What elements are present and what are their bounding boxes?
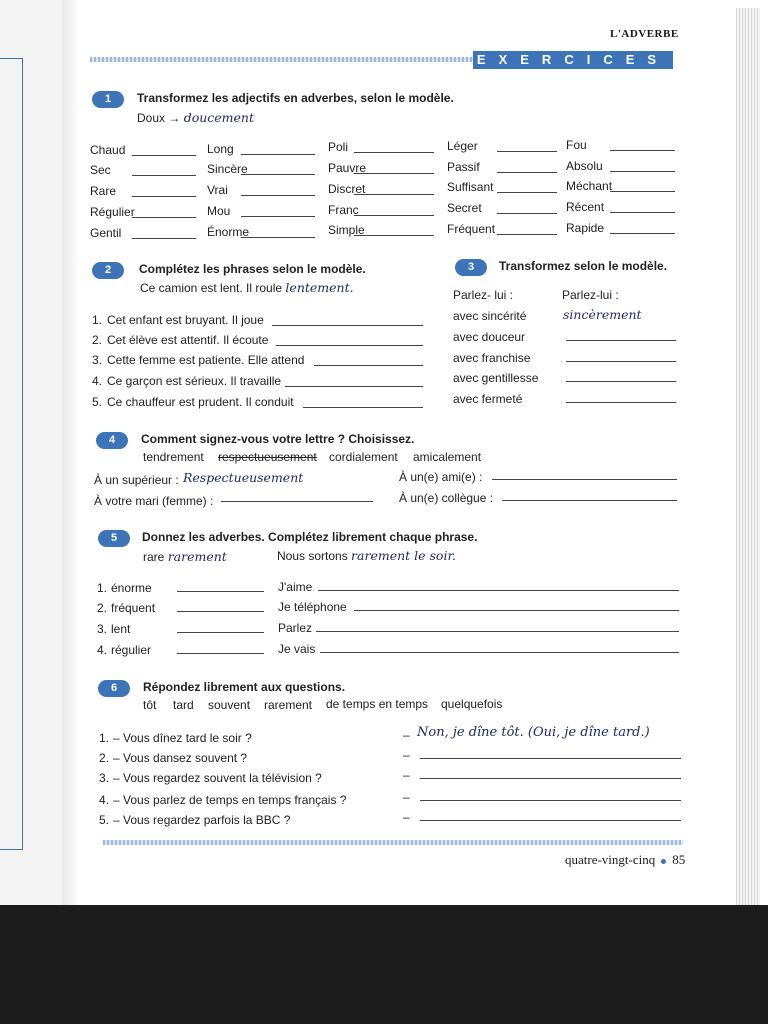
- exercise-6-choice-4: rarement: [264, 698, 313, 712]
- exercise-1-answer-blank[interactable]: [610, 171, 675, 172]
- exercise-1-answer-blank[interactable]: [354, 235, 434, 236]
- exercise-1-adjective: Régulier: [90, 205, 135, 219]
- exercise-6-question-text: – Vous regardez parfois la BBC ?: [113, 813, 291, 827]
- scan-background: [0, 905, 768, 1024]
- exercise-4-choice-3: cordialement: [329, 450, 398, 464]
- exercise-4-badge: 4: [96, 432, 128, 449]
- exercise-1-answer-blank[interactable]: [610, 212, 675, 213]
- exercise-1-model-word: Doux → doucement: [137, 110, 255, 125]
- exercise-1-answer-blank[interactable]: [132, 217, 196, 218]
- exercise-6-choice-6: quelquefois: [441, 697, 503, 711]
- exercise-5-item-number: 4.: [97, 643, 108, 657]
- exercise-6-choice-2: tard: [173, 698, 194, 712]
- exercise-5-item-number: 1.: [97, 581, 108, 595]
- exercise-6-question-number: 5.: [99, 813, 110, 827]
- exercise-5-sentence-blank[interactable]: [320, 652, 679, 653]
- exercise-2-item-text: Cette femme est patiente. Elle attend: [107, 353, 305, 367]
- exercise-5-sentence-blank[interactable]: [318, 590, 679, 591]
- exercise-6-answer-blank[interactable]: [420, 758, 681, 759]
- exercise-1-adjective: Suffisant: [447, 180, 494, 194]
- exercise-6-question-number: 1.: [99, 731, 110, 745]
- exercise-5-adverb-blank[interactable]: [177, 632, 264, 633]
- exercise-2-model: Ce camion est lent. Il roule lentement.: [140, 280, 354, 295]
- exercise-1-answer-blank[interactable]: [132, 155, 196, 156]
- exercise-1-answer-blank[interactable]: [354, 173, 434, 174]
- exercise-3-col2-header: Parlez-lui :: [562, 288, 619, 302]
- exercise-3-model-answer: sincèrement: [563, 307, 642, 322]
- exercise-5-item-phrase: Je téléphone: [278, 600, 347, 614]
- exercise-1-answer-blank[interactable]: [354, 152, 434, 153]
- exercise-5-item-phrase: Parlez: [278, 621, 313, 635]
- exercise-1-adjective: Énorme: [207, 225, 250, 239]
- exercise-3-model-left: avec sincérité: [453, 309, 527, 323]
- exercise-5-model-word: rare rarement: [143, 549, 227, 564]
- exercise-5-model-sentence: Nous sortons rarement le soir.: [277, 548, 457, 563]
- exercise-6-dash: –: [403, 790, 410, 804]
- exercise-6-question-text: – Vous parlez de temps en temps français ?: [113, 793, 347, 807]
- exercise-1-adjective: Long: [207, 142, 234, 156]
- exercise-6-choice-1: tôt: [143, 698, 157, 712]
- exercise-1-adjective: Léger: [447, 139, 478, 153]
- exercise-5-item-number: 3.: [97, 622, 108, 636]
- exercise-6-answer-blank[interactable]: [420, 800, 681, 801]
- exercise-3-item: avec gentillesse: [453, 371, 539, 385]
- exercise-1-answer-blank[interactable]: [497, 213, 557, 214]
- exercise-1-adjective: Rapide: [566, 221, 605, 235]
- exercise-4-choice-1: tendrement: [143, 450, 204, 464]
- exercise-6-dash: –: [403, 728, 410, 742]
- exercise-2-answer-blank[interactable]: [285, 386, 423, 387]
- exercise-1-adjective: Chaud: [90, 143, 126, 157]
- footer-dotted-band: [103, 840, 683, 845]
- exercise-6-badge: 6: [98, 680, 130, 697]
- exercise-4-instruction: Comment signez-vous votre lettre ? Choisissez.: [141, 432, 415, 446]
- exercise-3-badge: 3: [455, 259, 487, 276]
- left-page-frame: [0, 58, 23, 850]
- exercise-6-answer-blank[interactable]: [420, 778, 681, 779]
- exercise-3-answer-blank[interactable]: [566, 402, 676, 403]
- exercise-5-adverb-blank[interactable]: [177, 653, 264, 654]
- exercise-1-answer-blank[interactable]: [241, 195, 315, 196]
- exercise-1-adjective: Passif: [447, 160, 480, 174]
- exercise-4-choice-2: respectueusement: [218, 450, 317, 464]
- exercise-1-answer-blank[interactable]: [241, 237, 315, 238]
- exercise-1-adjective: Fou: [566, 138, 587, 152]
- exercise-5-item-number: 2.: [97, 601, 108, 615]
- exercise-3-answer-blank[interactable]: [566, 340, 676, 341]
- exercise-1-answer-blank[interactable]: [610, 191, 675, 192]
- exercise-5-item-word: fréquent: [111, 601, 156, 615]
- exercise-2-item-text: Cet élève est attentif. Il écoute: [107, 333, 269, 347]
- exercise-5-item-word: lent: [111, 622, 131, 636]
- exercise-1-answer-blank[interactable]: [354, 194, 434, 195]
- exercise-5-instruction: Donnez les adverbes. Complétez librement chaque phrase.: [142, 530, 478, 544]
- exercise-2-instruction: Complétez les phrases selon le modèle.: [139, 262, 366, 276]
- exercise-6-question-number: 4.: [99, 793, 110, 807]
- exercise-2-answer-blank[interactable]: [314, 365, 423, 366]
- exercise-1-answer-blank[interactable]: [241, 216, 315, 217]
- exercise-5-item-word: énorme: [111, 581, 152, 595]
- exercise-1-instruction: Transformez les adjectifs en adverbes, selon le modèle.: [137, 91, 454, 105]
- exercise-6-dash: –: [403, 768, 410, 782]
- exercise-2-item-number: 5.: [92, 395, 103, 409]
- exercise-2-item-number: 4.: [92, 374, 103, 388]
- exercise-1-adjective: Secret: [447, 201, 482, 215]
- exercise-1-adjective: Sincère: [207, 162, 248, 176]
- exercise-1-answer-blank[interactable]: [497, 151, 557, 152]
- exercise-1-adjective: Poli: [328, 140, 349, 154]
- exercise-4-ami-blank[interactable]: [492, 479, 677, 480]
- exercise-1-answer-blank[interactable]: [354, 215, 434, 216]
- exercise-3-answer-blank[interactable]: [566, 361, 676, 362]
- exercise-3-answer-blank[interactable]: [566, 381, 676, 382]
- exercise-5-adverb-blank[interactable]: [177, 611, 264, 612]
- exercise-2-item-text: Cet enfant est bruyant. Il joue: [107, 313, 264, 327]
- exercise-1-badge: 1: [92, 91, 124, 108]
- header-dotted-band: [90, 57, 473, 62]
- exercise-6-model-answer: Non, je dîne tôt. (Oui, je dîne tard.): [417, 725, 650, 740]
- exercise-3-item: avec franchise: [453, 351, 531, 365]
- exercise-1-adjective: Fréquent: [447, 222, 496, 236]
- exercise-4-collegue-blank[interactable]: [502, 500, 677, 501]
- exercise-4-superieur-label: À un supérieur :: [94, 473, 179, 487]
- exercise-1-answer-blank[interactable]: [132, 175, 196, 176]
- exercise-4-superieur-answer: Respectueusement: [183, 470, 304, 485]
- exercise-1-adjective: Simple: [328, 223, 365, 237]
- exercise-4-collegue-label: À un(e) collègue :: [399, 491, 494, 505]
- exercise-1-answer-blank[interactable]: [241, 154, 315, 155]
- exercise-2-item-text: Ce chauffeur est prudent. Il conduit: [107, 395, 294, 409]
- book-gutter: [62, 0, 80, 905]
- exercise-6-instruction: Répondez librement aux questions.: [143, 680, 346, 694]
- exercise-1-adjective: Récent: [566, 200, 605, 214]
- exercise-1-answer-blank[interactable]: [497, 234, 557, 235]
- exercise-6-choice-5: de temps en temps: [326, 697, 429, 711]
- exercise-2-badge: 2: [92, 262, 124, 279]
- exercise-1-adjective: Franc: [328, 203, 359, 217]
- exercise-1-adjective: Vrai: [207, 183, 228, 197]
- exercise-2-item-number: 3.: [92, 353, 103, 367]
- exercise-1-answer-blank[interactable]: [610, 150, 675, 151]
- exercise-5-item-word: régulier: [111, 643, 152, 657]
- exercise-2-item-number: 1.: [92, 313, 103, 327]
- exercise-1-answer-blank[interactable]: [610, 233, 675, 234]
- page-footer: [565, 852, 685, 868]
- exercise-1-adjective: Pauvre: [328, 161, 367, 175]
- exercise-2-item-text: Ce garçon est sérieux. Il travaille: [107, 374, 282, 388]
- exercise-1-answer-blank[interactable]: [132, 238, 196, 239]
- chapter-title: L'ADVERBE: [610, 28, 679, 40]
- exercise-6-answer-blank[interactable]: [420, 820, 681, 821]
- exercise-3-item: avec fermeté: [453, 392, 523, 406]
- exercise-1-adjective: Mou: [207, 204, 231, 218]
- exercise-6-question-number: 3.: [99, 771, 110, 785]
- exercise-3-item: avec douceur: [453, 330, 526, 344]
- exercise-4-mari-label: À votre mari (femme) :: [94, 494, 214, 508]
- exercise-4-mari-blank[interactable]: [221, 501, 373, 502]
- exercise-5-sentence-blank[interactable]: [316, 631, 679, 632]
- exercise-4-ami-label: À un(e) ami(e) :: [399, 470, 483, 484]
- exercise-3-col1-header: Parlez- lui :: [453, 288, 514, 302]
- exercise-5-item-phrase: Je vais: [278, 642, 316, 656]
- exercise-5-sentence-blank[interactable]: [354, 610, 679, 611]
- exercise-6-dash: –: [403, 748, 410, 762]
- exercise-1-adjective: Sec: [90, 163, 111, 177]
- exercise-1-adjective: Gentil: [90, 226, 122, 240]
- exercise-6-dash: –: [403, 810, 410, 824]
- exercise-5-badge: 5: [98, 530, 130, 547]
- exercise-3-instruction: Transformez selon le modèle.: [499, 259, 668, 273]
- exercise-6-question-number: 2.: [99, 751, 110, 765]
- exercise-2-answer-blank[interactable]: [276, 345, 423, 346]
- exercise-1-answer-blank[interactable]: [241, 174, 315, 175]
- exercise-4-choice-4: amicalement: [413, 450, 482, 464]
- page-number: 85: [672, 852, 686, 867]
- exercise-6-question-text: – Vous dansez souvent ?: [113, 751, 248, 765]
- exercise-1-answer-blank[interactable]: [497, 172, 557, 173]
- exercise-2-answer-blank[interactable]: [303, 407, 423, 408]
- page-bullet-icon: [661, 859, 666, 864]
- exercise-2-answer-blank[interactable]: [272, 325, 423, 326]
- exercise-5-item-phrase: J'aime: [278, 580, 313, 594]
- exercise-1-answer-blank[interactable]: [132, 196, 196, 197]
- exercise-5-adverb-blank[interactable]: [177, 591, 264, 592]
- exercise-6-question-text: – Vous regardez souvent la télévision ?: [113, 771, 322, 785]
- exercise-6-choice-3: souvent: [208, 698, 251, 712]
- exercise-1-adjective: Rare: [90, 184, 117, 198]
- exercise-1-answer-blank[interactable]: [497, 192, 557, 193]
- exercise-1-adjective: Discret: [328, 182, 366, 196]
- exercise-2-item-number: 2.: [92, 333, 103, 347]
- exercices-banner: EXERCICES: [473, 51, 673, 69]
- exercise-6-question-text: – Vous dînez tard le soir ?: [113, 731, 252, 745]
- page-edges: [736, 8, 760, 908]
- exercise-1-adjective: Méchant: [566, 179, 613, 193]
- page-number-words: quatre-vingt-cinq: [565, 852, 656, 867]
- exercise-1-adjective: Absolu: [566, 159, 603, 173]
